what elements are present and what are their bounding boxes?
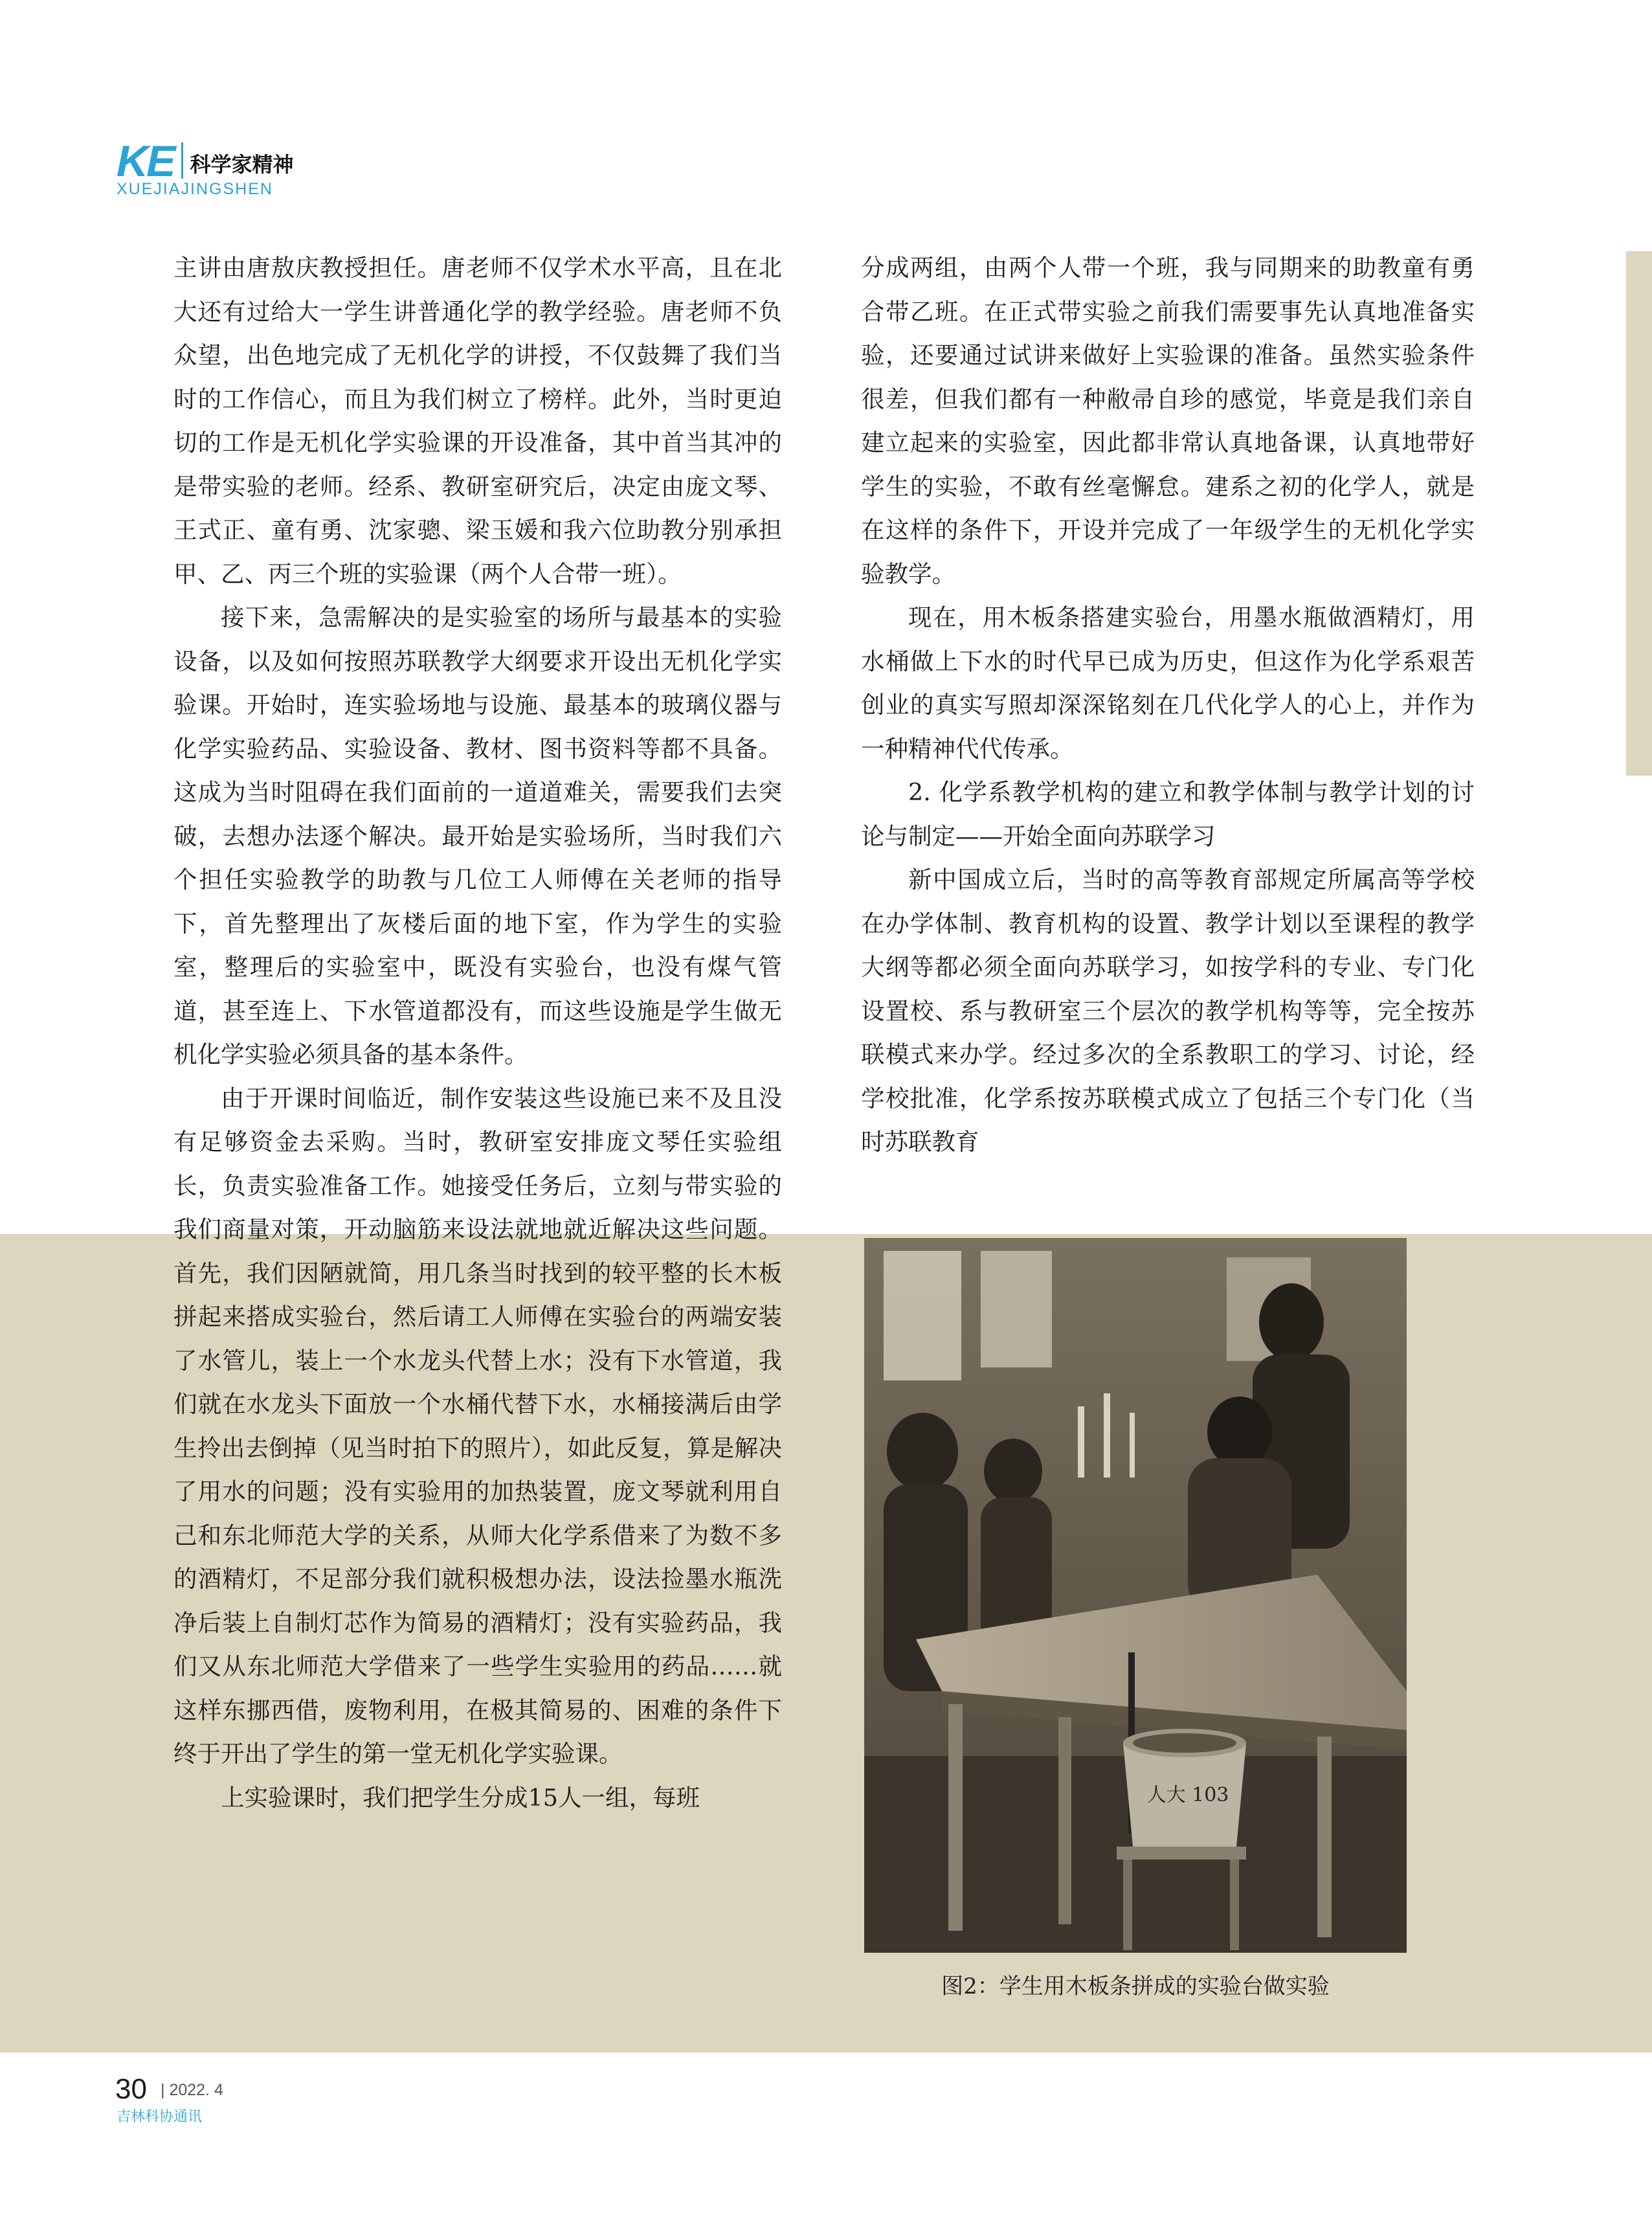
paragraph: 接下来，急需解决的是实验室的场所与最基本的实验设备，以及如何按照苏联教学大纲要求开设出无机化学实验课。开始时，连实验场地与设施、最基本的玻璃仪器与化学实验药品、实验设备、教材、图书资料等都不具备。这成为当时阻碍在我们面前的一道道难关，需要我们去突破，去想办法逐个解决。最开始是实验场所，当时我们六个担任实验教学的助教与几位工人师傅在关老师的指导下，首先整理出了灰楼后面的地下室，作为学生的实验室，整理后的实验室中，既没有实验台，也没有煤气管道，甚至连上、下水管道都没有，而这些设施是学生做无机化学实验必须具备的基本条件。 [173,603,782,1068]
paragraph: 由于开课时间临近，制作安装这些设施已来不及且没有足够资金去采购。当时，教研室安排庞文琴任实验组长，负责实验准备工作。她接受任务后，立刻与带实验的我们商量对策，开动脑筋来设法就地就近解决这些问题。首先，我们因陋就简，用几条当时找到的较平整的长木板拼起来搭成实验台，然后请工人师傅在实验台的两端安装了水管儿，装上一个水龙头代替上水；没有下水管道，我们就在水龙头下面放一个水桶代替下水，水桶接满后由学生拎出去倒掉（见当时拍下的照片），如此反复，算是解决了用水的问题；没有实验用的加热装置，庞文琴就利用自己和东北师范大学的关系，从师大化学系借来了为数不多的酒精灯，不足部分我们就积极想办法，设法捡墨水瓶洗净后装上自制灯芯作为简易的酒精灯；没有实验药品，我们又从东北师范大学借来了一些学生实验用的药品……就这样东挪西借，废物利用，在极其简易的、困难的条件下终于开出了学生的第一堂无机化学实验课。 [173,1084,782,1768]
section-header [117,137,294,186]
paragraph: 上实验课时，我们把学生分成15人一组，每班 [221,1783,700,1812]
paragraph: 分成两组，由两个人带一个班，我与同期来的助教童有勇合带乙班。在正式带实验之前我们需要事先认真地准备实验，还要通过试讲来做好上实验课的准备。虽然实验条件很差，但我们都有一种敝帚自珍的感觉，毕竟是我们亲自建立起来的实验室，因此都非常认真地备课，认真地带好学生的实验，不敢有丝毫懈怠。建系之初的化学人，就是在这样的条件下，开设并完成了一年级学生的无机化学实验教学。 [861,254,1475,588]
logo-divider [181,142,183,179]
section-heading: 2. 化学系教学机构的建立和教学体制与教学计划的讨论与制定——开始全面向苏联学习 [861,778,1475,850]
issue-date: | 2022. 4 [161,2081,223,2099]
side-tab-marker [1626,251,1652,776]
bucket-label: 人大 103 [1146,1784,1229,1806]
ke-logo: KE [117,137,174,186]
paragraph: 现在，用木板条搭建实验台，用墨水瓶做酒精灯，用水桶做上下水的时代早已成为历史，但这作为化学系艰苦创业的真实写照却深深铭刻在几代化学人的心上，并作为一种精神代代传承。 [861,603,1475,763]
figure-caption: 图2：学生用木板条拼成的实验台做实验 [941,1973,1330,1999]
right-text-column [861,246,1475,1164]
paragraph: 新中国成立后，当时的高等教育部规定所属高等学校在办学体制、教育机构的设置、教学计划以至课程的教学大纲等都必须全面向苏联学习，如按学科的专业、专门化设置校、系与教研室三个层次的教学机构等等，完全按苏联模式来办学。经过多次的全系教职工的学习、讨论，经学校批准，化学系按苏联模式成立了包括三个专门化（当时苏联教育 [861,866,1475,1156]
section-pinyin: XUEJIAJINGSHEN [117,180,273,198]
page-number: 30 [115,2073,147,2105]
publication-name: 吉林科协通讯 [117,2109,203,2125]
left-text-column [173,246,782,1819]
paragraph: 主讲由唐敖庆教授担任。唐老师不仅学术水平高，且在北大还有过给大一学生讲普通化学的教学经验。唐老师不负众望，出色地完成了无机化学的讲授，不仅鼓舞了我们当时的工作信心，而且为我们树立了榜样。此外，当时更迫切的工作是无机化学实验课的开设准备，其中首当其冲的是带实验的老师。经系、教研室研究后，决定由庞文琴、王式正、童有勇、沈家骢、梁玉媛和我六位助教分别承担甲、乙、丙三个班的实验课（两个人合带一班）。 [173,254,782,588]
lab-photo [864,1238,1407,1953]
lab-photo-illustration [864,1238,1407,1953]
section-title: 科学家精神 [190,152,294,177]
